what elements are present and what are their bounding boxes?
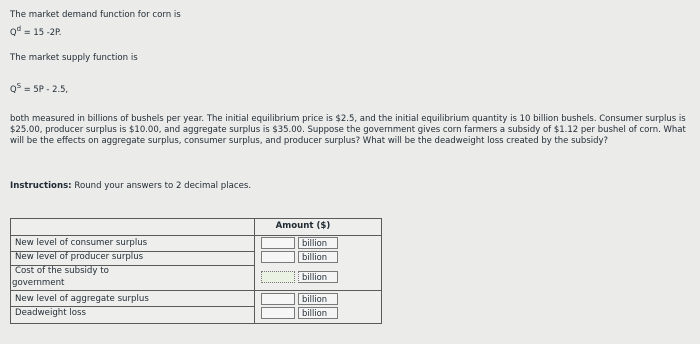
- problem-paragraph: both measured in billions of bushels per year. The initial equilibrium price is $2.5, and the initial equilibrium quantity is 10 billion bushels. Consumer surplus is $25.00, producer surplus is $10.00, and aggregate surplus is $35.00. Suppose the government gives corn farmers a subsidy of $1.12 per bushel of corn. What will be the effects on aggregate surplus, consumer surplus, and producer surplus? What will be the deadweight loss created by the subsidy?: [10, 114, 686, 146]
- instructions-text: Round your answers to 2 decimal places.: [71, 181, 252, 191]
- supply-symbol: Q: [10, 84, 17, 94]
- instructions: [10, 181, 251, 192]
- table-divider: [11, 290, 381, 291]
- row-label-subsidy-cost-line2: government: [12, 278, 65, 288]
- deadweight-loss-unit: billion: [298, 307, 338, 319]
- instructions-label: Instructions:: [10, 181, 72, 191]
- amount-column-header: Amount ($): [275, 221, 331, 231]
- demand-superscript: d: [16, 25, 22, 33]
- row-label-subsidy-cost: Cost of the subsidy to: [15, 266, 109, 276]
- table-divider: [11, 306, 254, 307]
- producer-surplus-input[interactable]: [261, 251, 295, 263]
- producer-surplus-unit: billion: [298, 251, 338, 263]
- deadweight-loss-input[interactable]: [261, 307, 295, 319]
- row-label-consumer-surplus: New level of consumer surplus: [15, 238, 148, 248]
- demand-formula: [10, 24, 61, 38]
- supply-formula: [10, 81, 68, 95]
- row-label-deadweight-loss: Deadweight loss: [15, 308, 86, 318]
- row-label-producer-surplus: New level of producer surplus: [15, 252, 144, 262]
- demand-rhs: = 15 -2P.: [21, 27, 62, 37]
- supply-rhs: = 5P - 2.5,: [21, 84, 69, 94]
- aggregate-surplus-input[interactable]: [261, 293, 295, 305]
- consumer-surplus-unit: billion: [298, 237, 338, 249]
- answer-table: [10, 218, 382, 324]
- row-label-aggregate-surplus: New level of aggregate surplus: [15, 294, 149, 304]
- consumer-surplus-input[interactable]: [261, 237, 295, 249]
- subsidy-cost-input[interactable]: [261, 271, 295, 283]
- demand-label: The market demand function for corn is: [10, 10, 181, 20]
- supply-label: The market supply function is: [10, 53, 138, 63]
- table-divider: [11, 235, 381, 236]
- supply-superscript: S: [16, 82, 22, 90]
- demand-symbol: Q: [10, 27, 17, 37]
- aggregate-surplus-unit: billion: [298, 293, 338, 305]
- subsidy-cost-unit: billion: [298, 271, 338, 283]
